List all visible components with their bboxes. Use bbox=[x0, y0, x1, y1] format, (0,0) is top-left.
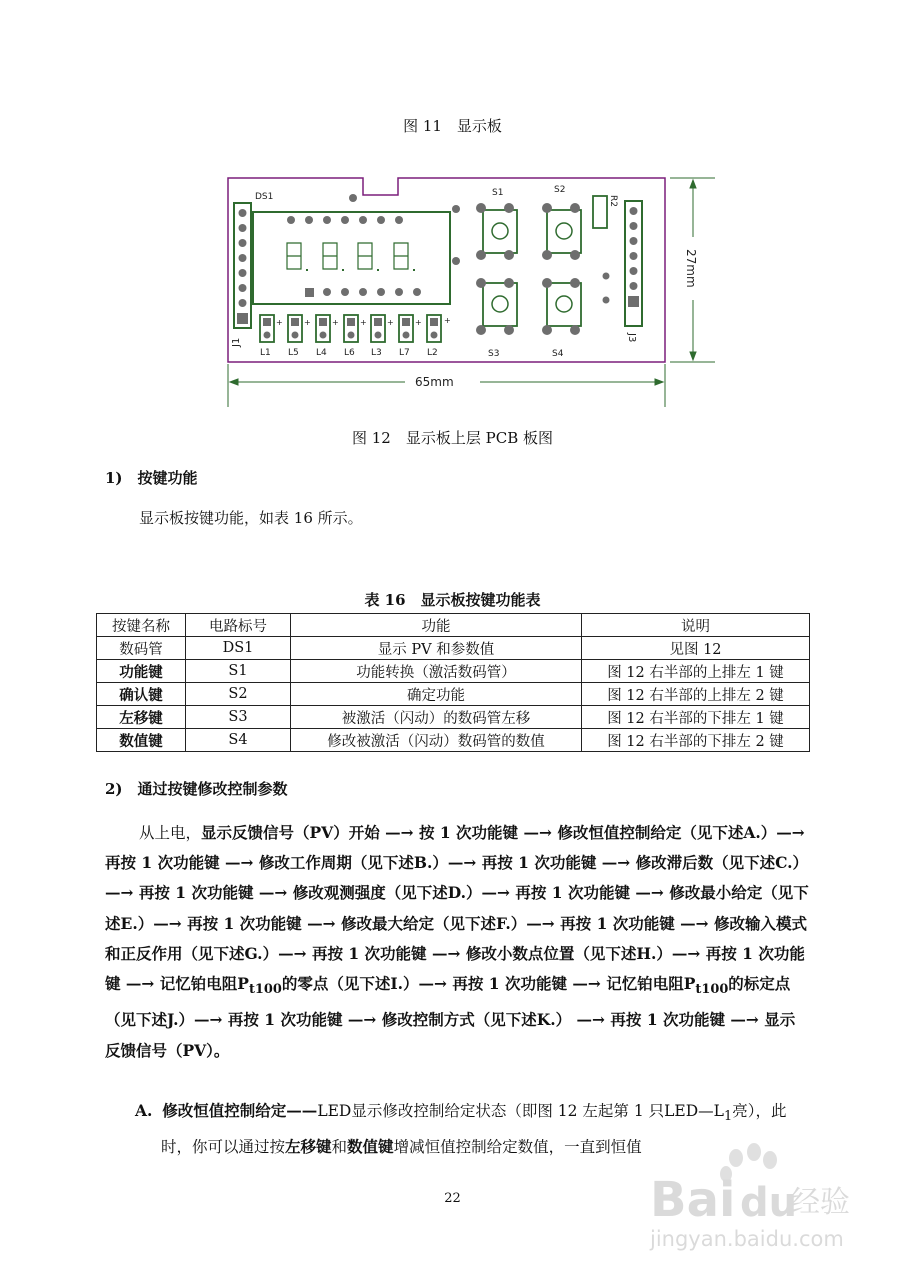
j1-pins bbox=[237, 209, 248, 324]
switch-s2 bbox=[542, 185, 581, 260]
j1-header bbox=[234, 203, 251, 328]
key-function-table bbox=[96, 613, 810, 752]
resistor-r2 bbox=[593, 195, 618, 228]
table-cell: 数值键 bbox=[97, 729, 186, 752]
svg-text:+: + bbox=[304, 318, 311, 327]
baidu-jingyan-watermark bbox=[640, 1138, 890, 1273]
page-number: 22 bbox=[444, 1191, 461, 1206]
table-row bbox=[97, 729, 810, 752]
j3-header bbox=[625, 201, 642, 326]
height-dimension: 27mm bbox=[684, 249, 698, 288]
table-cell: 图 12 右半部的下排左 2 键 bbox=[582, 729, 810, 752]
table-cell: 图 12 右半部的下排左 1 键 bbox=[582, 706, 810, 729]
svg-text:S1: S1 bbox=[492, 188, 504, 198]
table-cell: 功能键 bbox=[97, 660, 186, 683]
svg-text:+: + bbox=[360, 318, 367, 327]
led-label: L2 bbox=[427, 348, 438, 358]
item-a-paragraph: A. 修改恒值控制给定——LED显示修改控制给定状态（即图 12 左起第 1 只$LED—L_1$亮），此时，你可以通过按左移键和数值键增减恒值控制给定数值，一直到恒值 bbox=[135, 1101, 787, 1157]
led-label: L6 bbox=[344, 348, 355, 358]
table-cell: DS1 bbox=[186, 637, 291, 660]
led-label: L1 bbox=[260, 348, 271, 358]
procedure-paragraph: 从上电，显示反馈信号（PV）开始 —→ 按 1 次功能键 —→ 修改恒值控制给定（见下述A.）—→ 再按 1 次功能键 —→ 修改工作周期（见下述B.）—→ 再按 1 次功能键 —→ 修改滞后数（见下述C.）—→ 再按 1 次功能键 —→ 修改观测强度（见下述D.）—→ 再按 1 次功能键 —→ 修改最小给定（见下述E.）—→ 再按 1 次功能键 —→ 修改最大给定（见下述F.）—→ 再按 1 次功能键 —→ 修改输入模式和正反作用（见下述G.）—→ 再按 1 次功能键 —→ 修改小数点位置（见下述H.）—→ 再按 1 次功能键 —→ 记忆铂电阻$P_{t100}$的零点（见下述I.）—→ 再按 1 次功能键 —→ 记忆铂电阻$P_{t100}$的标定点（见下述J.）—→ 再按 1 次功能键 —→ 修改控制方式（见下述K.） —→ 再按 1 次功能键 —→ 显示反馈信号（PV）。 bbox=[105, 823, 809, 1060]
figure-11-caption: 图 11 显示板 bbox=[403, 117, 502, 135]
svg-text:R2: R2 bbox=[608, 195, 618, 207]
led-row bbox=[260, 315, 451, 358]
figure-12-caption: 图 12 显示板上层 PCB 板图 bbox=[352, 429, 553, 447]
switch-s1 bbox=[476, 188, 517, 260]
pcb-layout-drawing bbox=[215, 165, 725, 420]
table-cell: 确认键 bbox=[97, 683, 186, 706]
svg-text:S2: S2 bbox=[554, 185, 566, 195]
led-label: L3 bbox=[371, 348, 382, 358]
led-label: L5 bbox=[288, 348, 299, 358]
table-cell: 图 12 右半部的上排左 2 键 bbox=[582, 683, 810, 706]
svg-text:Bai: Bai bbox=[650, 1172, 736, 1228]
table-16-title: 表 16 显示板按键功能表 bbox=[364, 591, 541, 609]
table-cell: 被激活（闪动）的数码管左移 bbox=[291, 706, 582, 729]
table-cell: 图 12 右半部的上排左 1 键 bbox=[582, 660, 810, 683]
section-1-heading: 1) 按键功能 bbox=[105, 469, 198, 487]
j3-pins bbox=[628, 207, 639, 307]
width-dimension: 65mm bbox=[415, 375, 454, 389]
table-cell: S3 bbox=[186, 706, 291, 729]
ds1-label: DS1 bbox=[255, 192, 274, 202]
table-row bbox=[97, 637, 810, 660]
table-cell: S4 bbox=[186, 729, 291, 752]
svg-text:+: + bbox=[387, 318, 394, 327]
svg-text:+: + bbox=[415, 318, 422, 327]
table-cell: 数码管 bbox=[97, 637, 186, 660]
table-cell: S2 bbox=[186, 683, 291, 706]
j3-label: J3 bbox=[626, 333, 637, 343]
switch-s3 bbox=[476, 278, 517, 359]
table-row bbox=[97, 683, 810, 706]
j1-label: J1 bbox=[231, 337, 242, 347]
table-cell: 左移键 bbox=[97, 706, 186, 729]
table-header-row bbox=[97, 614, 810, 637]
section-2-heading: 2) 通过按键修改控制参数 bbox=[105, 780, 288, 798]
table-header: 功能 bbox=[291, 614, 582, 637]
svg-text:jingyan.baidu.com: jingyan.baidu.com bbox=[650, 1227, 844, 1251]
svg-text:经验: 经验 bbox=[790, 1185, 850, 1220]
ds1-bottom-pins bbox=[305, 288, 421, 297]
led-label: L7 bbox=[399, 348, 410, 358]
table-cell: 功能转换（激活数码管） bbox=[291, 660, 582, 683]
table-row bbox=[97, 706, 810, 729]
table-header: 按键名称 bbox=[97, 614, 186, 637]
svg-text:du: du bbox=[740, 1180, 798, 1226]
svg-text:+: + bbox=[444, 316, 451, 325]
table-cell: 显示 PV 和参数值 bbox=[291, 637, 582, 660]
svg-text:+: + bbox=[332, 318, 339, 327]
led-label: L4 bbox=[316, 348, 327, 358]
seven-segment-digits bbox=[287, 243, 408, 269]
table-cell: 修改被激活（闪动）数码管的数值 bbox=[291, 729, 582, 752]
table-cell: 确定功能 bbox=[291, 683, 582, 706]
table-cell: S1 bbox=[186, 660, 291, 683]
table-header: 说明 bbox=[582, 614, 810, 637]
table-row bbox=[97, 660, 810, 683]
svg-text:+: + bbox=[276, 318, 283, 327]
section-1-intro: 显示板按键功能，如表 16 所示。 bbox=[139, 509, 363, 527]
svg-text:S3: S3 bbox=[488, 349, 500, 359]
table-cell: 见图 12 bbox=[582, 637, 810, 660]
svg-text:S4: S4 bbox=[552, 349, 564, 359]
switch-s4 bbox=[542, 278, 581, 359]
ds1-top-pins bbox=[287, 216, 403, 224]
table-header: 电路标号 bbox=[186, 614, 291, 637]
